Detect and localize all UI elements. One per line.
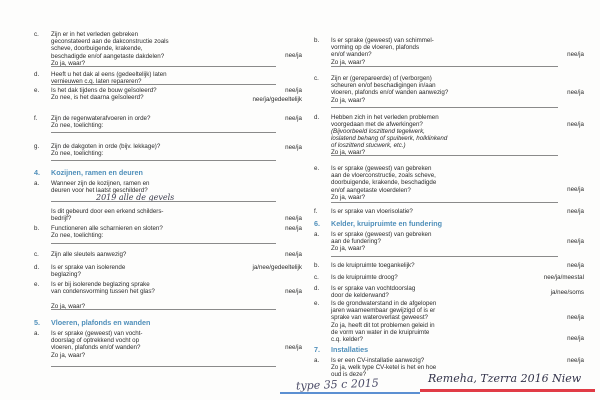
question-letter: c. bbox=[34, 251, 39, 258]
section-number: 4. bbox=[34, 168, 40, 177]
question-text: Is de kruipruimte droog? bbox=[331, 274, 398, 281]
handwritten-answer: 2019 alle de gevels bbox=[96, 193, 175, 202]
answer-option[interactable]: nee/ja bbox=[567, 262, 584, 269]
question-text: Functioneren alle scharnieren en sloten? Zo nee, toelichting: bbox=[51, 225, 163, 240]
answer-line[interactable] bbox=[331, 155, 558, 156]
question-text: Is de grondwaterstand in de afgelopen jaren waarneembaar gewijzigd of is er sprake van wateroverlast geweest? Zo ja, heeft dit tot problemen geleid in de vorm van water in de kruipruimte c.q. kelder? bbox=[331, 300, 437, 344]
answer-line[interactable] bbox=[51, 66, 276, 67]
section-title: Kelder, kruipruimte en fundering bbox=[331, 219, 443, 228]
section-heading-6 bbox=[314, 219, 442, 228]
question-letter: c. bbox=[34, 31, 39, 38]
question-text: Is de kruipruimte toegankelijk? bbox=[331, 262, 415, 269]
question-letter: b. bbox=[34, 225, 40, 232]
answer-option[interactable]: nee/ja/meestal bbox=[543, 274, 584, 281]
answer-line[interactable] bbox=[331, 107, 558, 108]
section-number: 7. bbox=[314, 345, 320, 354]
question-letter: g. bbox=[34, 143, 40, 150]
answer-option[interactable]: nee/ja bbox=[285, 225, 302, 232]
question-text: Heeft u het dak al eens (gedeeltelijk) laten vernieuwen c.q. laten repareren? bbox=[51, 71, 167, 86]
question-text: Zijn er (gerepareerde) of (verborgen) scheuren en/of beschadigingen in/aan vloeren, plafonds en/of wanden aanwezig? Zo ja, waar? bbox=[331, 75, 449, 104]
question-text: Wanneer zijn de kozijnen, ramen en deuren voor het laatst geschilderd? bbox=[51, 180, 150, 195]
question-letter: f. bbox=[34, 115, 38, 122]
answer-line[interactable] bbox=[331, 66, 558, 67]
answer-option[interactable]: ja/nee/gedeeltelijk bbox=[252, 264, 302, 271]
answer-option[interactable]: nee/ja bbox=[285, 288, 302, 295]
question-text: Is er sprake van vloerisolatie? bbox=[331, 208, 413, 215]
question-text: Zijn er in het verleden gebreken geconstateerd aan de dakconstructie zoals scheve, doorbuigende, krakende, beschadigde en/of aangetaste dakdelen? Zo ja, waar? bbox=[51, 31, 169, 67]
question-letter: a. bbox=[34, 180, 40, 187]
answer-option[interactable]: nee/ja bbox=[567, 314, 584, 321]
section-title: Vloeren, plafonds en wanden bbox=[51, 318, 151, 327]
answer-line[interactable] bbox=[51, 84, 276, 85]
answer-option[interactable]: nee/ja bbox=[285, 344, 302, 351]
question-letter: c. bbox=[314, 75, 319, 82]
handwritten-boiler-note: Remeha, Tzerra 2016 Niew bbox=[428, 372, 582, 385]
question-letter: c. bbox=[314, 274, 319, 281]
question-text: Is er bij isolerende beglazing sprake van condensvorming tussen het glas? Zo ja, waar? bbox=[51, 281, 155, 310]
section-heading-4 bbox=[34, 168, 143, 177]
question-letter: a. bbox=[314, 231, 320, 238]
section-title: Kozijnen, ramen en deuren bbox=[51, 168, 143, 177]
question-letter: e. bbox=[314, 165, 320, 172]
question-letter: a. bbox=[314, 357, 320, 364]
answer-option[interactable]: nee/ja bbox=[567, 335, 584, 342]
section-title: Installaties bbox=[331, 345, 369, 354]
answer-option[interactable]: nee/ja bbox=[285, 52, 302, 59]
question-letter: e. bbox=[34, 281, 40, 288]
answer-option[interactable]: nee/ja bbox=[285, 115, 302, 122]
question-letter: d. bbox=[34, 264, 40, 271]
question-letter: d. bbox=[34, 71, 40, 78]
question-text: Is er sprake (geweest) van gebreken aan de vloerconstructie, zoals scheve, doorbuigende, krakende, beschadigde en/of aangetaste vloerdelen? Zo ja, waar? bbox=[331, 165, 437, 201]
question-text: Is er sprake (geweest) van gebreken aan de fundering? Zo ja, waar? bbox=[331, 231, 432, 253]
question-text: Zijn alle sleutels aanwezig? bbox=[51, 251, 127, 258]
answer-line[interactable] bbox=[51, 366, 276, 367]
question-hint: (Bijvoorbeeld loszittend tegelwerk, loslatend behang of spuitwerk, holklinkend of loszittend stucwerk, etc.) bbox=[331, 128, 448, 150]
answer-option[interactable]: nee/ja bbox=[567, 186, 584, 193]
section-heading-5 bbox=[34, 318, 150, 327]
question-letter: d. bbox=[314, 114, 320, 121]
question-text: Is er sprake van isolerende beglazing? bbox=[51, 264, 126, 279]
answer-line[interactable] bbox=[51, 201, 276, 202]
question-letter: e. bbox=[314, 300, 320, 307]
question-text: Zijn de dakgoten in orde (bijv. lekkage)? Zo nee, toelichting: bbox=[51, 143, 161, 158]
question-text: Is er sprake van vochtdoorslag door de kelderwand? bbox=[331, 285, 416, 300]
answer-option[interactable]: nee/ja bbox=[285, 215, 302, 222]
answer-option[interactable]: nee/ja bbox=[567, 238, 584, 245]
question-letter: d. bbox=[314, 285, 320, 292]
answer-line[interactable] bbox=[51, 243, 276, 244]
question-text: Hebben zich in het verleden problemen voorgedaan met de afwerkingen? bbox=[331, 114, 439, 129]
question-letter: b. bbox=[314, 262, 320, 269]
answer-line[interactable] bbox=[331, 256, 558, 257]
answer-option[interactable]: nee/ja bbox=[567, 121, 584, 128]
answer-line[interactable] bbox=[331, 202, 558, 203]
answer-option[interactable]: ja/nee/soms bbox=[550, 289, 584, 296]
question-text: Zijn de regenwaterafvoeren in orde? Zo nee, toelichting: bbox=[51, 115, 151, 130]
section-number: 5. bbox=[34, 318, 40, 327]
answer-option[interactable]: nee/ja bbox=[285, 144, 302, 151]
question-letter: b. bbox=[314, 37, 320, 44]
blue-pen-stroke bbox=[280, 392, 420, 394]
question-letter: f. bbox=[314, 208, 318, 215]
question-letter: e. bbox=[34, 87, 40, 94]
question-text: Is dit gebeurd door een erkend schilders- bedrijf? bbox=[51, 208, 164, 223]
question-text: Is er een CV-installatie aanwezig? Zo ja, welk type CV-ketel is het en hoe oud is deze? bbox=[331, 357, 437, 379]
section-number: 6. bbox=[314, 219, 320, 228]
question-letter: a. bbox=[34, 330, 40, 337]
question-text: Is er sprake (geweest) van vocht- doorslag of optrekkend vocht op vloeren, plafonds en/of wanden? Zo ja, waar? bbox=[51, 330, 143, 359]
answer-line[interactable] bbox=[51, 132, 276, 133]
answer-line[interactable] bbox=[51, 160, 276, 161]
question-text: Is het dak tijdens de bouw geïsoleerd? Zo nee, is het daarna geïsoleerd? bbox=[51, 87, 157, 102]
answer-option[interactable]: nee/ja bbox=[285, 251, 302, 258]
answer-option[interactable]: nee/ja bbox=[567, 208, 584, 215]
question-text: Zo ja, waar? bbox=[331, 149, 366, 156]
answer-line[interactable] bbox=[51, 309, 276, 310]
answer-option[interactable]: nee/ja bbox=[285, 87, 302, 94]
answer-option[interactable]: nee/ja bbox=[567, 51, 584, 58]
answer-option[interactable]: nee/ja bbox=[567, 357, 584, 364]
red-pen-stroke bbox=[420, 389, 595, 392]
answer-option[interactable]: nee/ja bbox=[567, 89, 584, 96]
section-heading-7 bbox=[314, 345, 368, 354]
question-text: Is er sprake (geweest) van schimmel- vorming op de vloeren, plafonds en/of wanden? Zo ja, waar? bbox=[331, 37, 434, 66]
answer-option[interactable]: nee/ja/gedeeltelijk bbox=[252, 96, 302, 103]
handwritten-type-note: type 35 c 2015 bbox=[295, 376, 380, 393]
